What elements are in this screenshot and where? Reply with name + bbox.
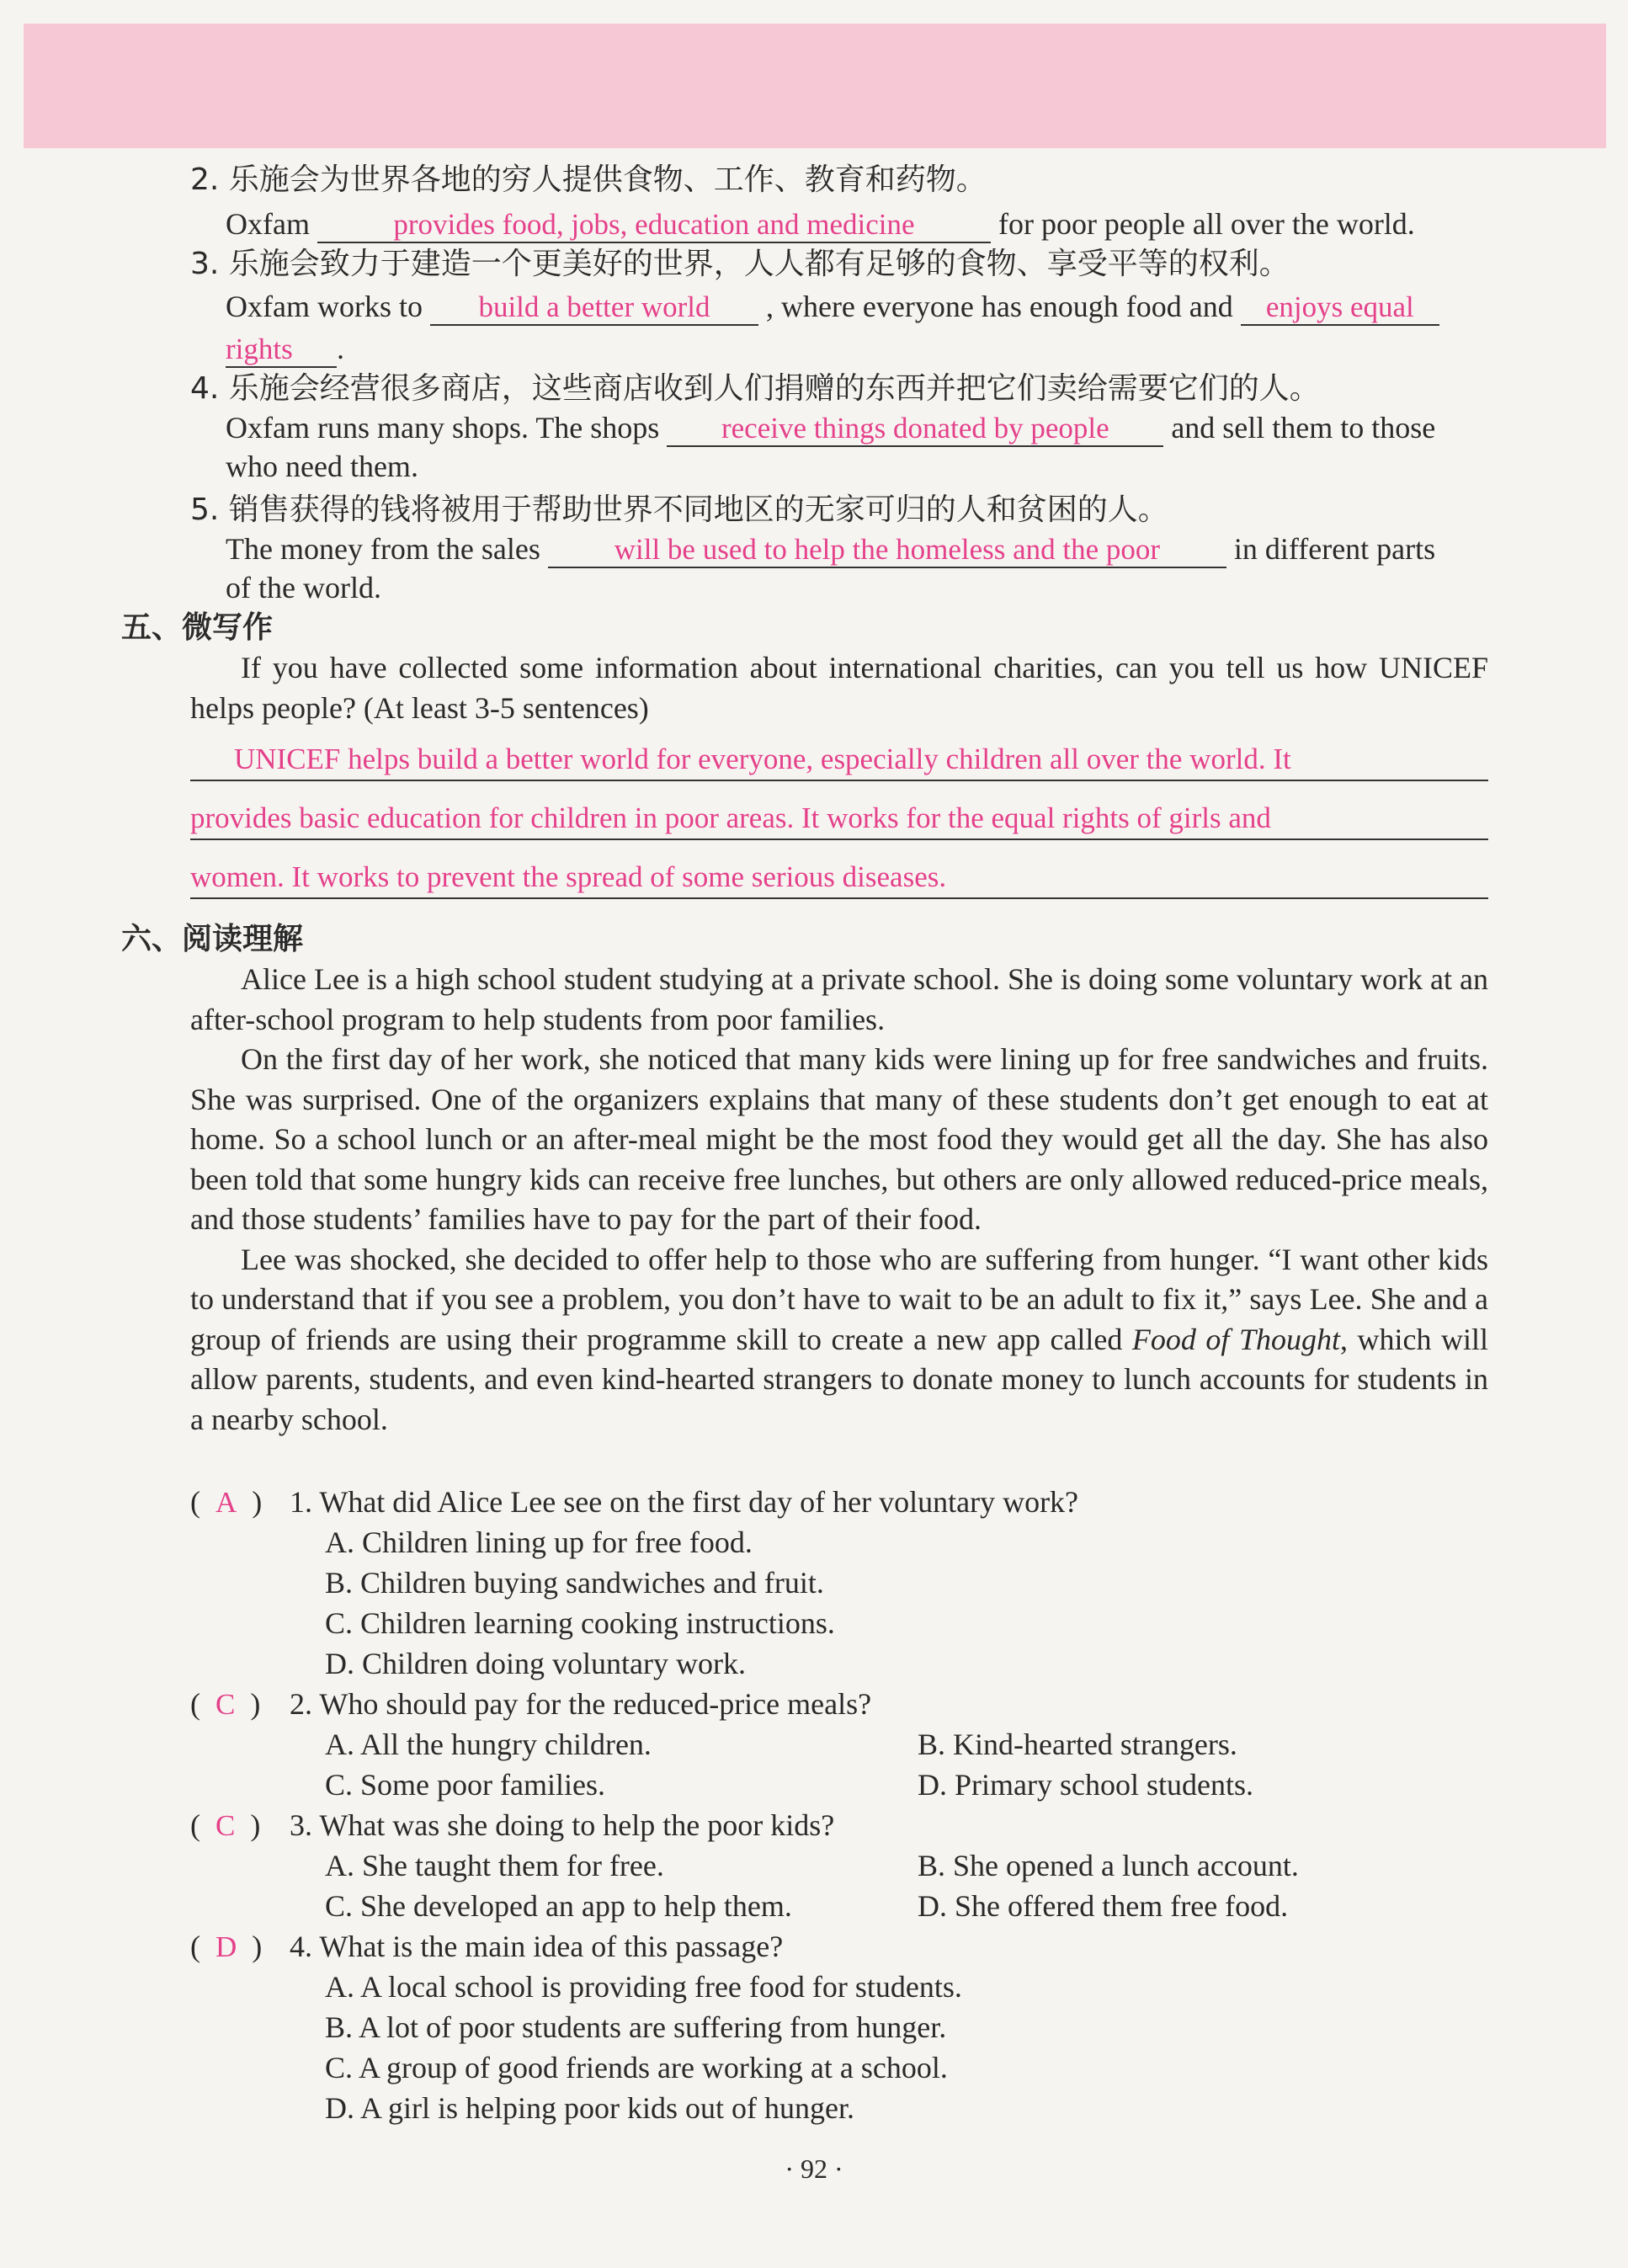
section-5-prompt bbox=[190, 648, 1488, 728]
item-2-answer: provides food, jobs, education and medicine bbox=[317, 208, 991, 243]
item-2-prefix: Oxfam bbox=[226, 207, 317, 241]
writing-answer-2: provides basic education for children in poor areas. It works for the equal rights of girls and bbox=[190, 801, 1271, 834]
item-3-english bbox=[226, 288, 1439, 326]
q1-stem: 1. What did Alice Lee see on the first day of her voluntary work? bbox=[290, 1485, 1079, 1519]
item-5-english-cont: of the world. bbox=[226, 571, 381, 604]
item-3-prefix: Oxfam works to bbox=[226, 290, 430, 323]
q1-option-a: A. Children lining up for free food. bbox=[325, 1525, 753, 1559]
item-3-suffix: . bbox=[337, 332, 344, 365]
item-2-english bbox=[226, 205, 1415, 243]
passage-paragraph-3 bbox=[190, 1240, 1488, 1440]
q2-option-b: B. Kind-hearted strangers. bbox=[918, 1728, 1237, 1761]
writing-rule-3 bbox=[190, 897, 1488, 899]
item-2-suffix: for poor people all over the world. bbox=[998, 207, 1415, 241]
item-3-english-cont bbox=[226, 330, 344, 368]
q2-answer: C bbox=[215, 1688, 236, 1721]
q3-answer-bracket: ( C ) bbox=[190, 1808, 261, 1842]
item-3-middle: , where everyone has enough food and bbox=[765, 290, 1241, 323]
q3-option-d: D. She offered them free food. bbox=[918, 1889, 1289, 1923]
q3-option-a: A. She taught them for free. bbox=[325, 1849, 664, 1882]
q2-option-a: A. All the hungry children. bbox=[325, 1728, 652, 1761]
q1-option-b: B. Children buying sandwiches and fruit. bbox=[325, 1566, 824, 1600]
q4-option-d: D. A girl is helping poor kids out of hunger. bbox=[325, 2091, 854, 2125]
q4-stem: 4. What is the main idea of this passage? bbox=[290, 1930, 784, 1963]
q2-option-d: D. Primary school students. bbox=[918, 1768, 1253, 1802]
q2-option-c: C. Some poor families. bbox=[325, 1768, 605, 1802]
q3-answer: C bbox=[215, 1809, 236, 1842]
q1-option-c: C. Children learning cooking instructions. bbox=[325, 1606, 835, 1640]
q3-stem: 3. What was she doing to help the poor kids? bbox=[290, 1808, 835, 1842]
writing-rule-1 bbox=[190, 780, 1488, 781]
passage-paragraph-3-a: Lee was shocked, she decided to offer help to those who are suffering from hunger. “I want other kids to understand that if you see a problem, you don’t have to wait to be an adult to fix it,” says Lee. She and a group of friends are using their programme skill to create a new app called bbox=[190, 1242, 1488, 1356]
writing-answer-line-2 bbox=[190, 800, 1488, 837]
item-5-english bbox=[226, 530, 1435, 568]
item-5-suffix: in different parts bbox=[1233, 532, 1436, 566]
item-5-prefix: The money from the sales bbox=[226, 532, 548, 566]
q1-answer-bracket: ( A ) bbox=[190, 1485, 263, 1519]
item-4-prefix: Oxfam runs many shops. The shops bbox=[226, 411, 668, 445]
q4-option-a: A. A local school is providing free food for students. bbox=[325, 1970, 962, 2004]
q2-stem: 2. Who should pay for the reduced-price meals? bbox=[290, 1687, 872, 1721]
q1-answer: A bbox=[215, 1486, 237, 1519]
q2-answer-bracket: ( C ) bbox=[190, 1687, 261, 1721]
q3-option-c: C. She developed an app to help them. bbox=[325, 1889, 792, 1923]
passage-paragraph-1: Alice Lee is a high school student studying at a private school. She is doing some voluntary work at an after-school program to help students from poor families. bbox=[190, 962, 1488, 1036]
item-3-answer: build a better world bbox=[430, 290, 758, 326]
q4-answer-bracket: ( D ) bbox=[190, 1930, 263, 1963]
writing-answer-line-1 bbox=[190, 741, 1488, 778]
writing-rule-2 bbox=[190, 839, 1488, 840]
q4-option-c: C. A group of good friends are working at a school. bbox=[325, 2051, 948, 2084]
q3-option-b: B. She opened a lunch account. bbox=[918, 1849, 1299, 1882]
writing-answer-3: women. It works to prevent the spread of some serious diseases. bbox=[190, 860, 947, 893]
q4-option-b: B. A lot of poor students are suffering from hunger. bbox=[325, 2010, 947, 2044]
item-4-english-cont: who need them. bbox=[226, 450, 418, 483]
reading-passage bbox=[190, 960, 1488, 1440]
section-5-heading: 五、微写作 bbox=[121, 610, 274, 645]
q4-answer: D bbox=[215, 1930, 237, 1963]
item-4-chinese: 4. 乐施会经营很多商店，这些商店收到人们捐赠的东西并把它们卖给需要它们的人。 bbox=[190, 371, 1320, 406]
app-name: Food of Thought bbox=[1131, 1322, 1340, 1356]
item-4-answer: receive things donated by people bbox=[667, 412, 1163, 447]
item-2-chinese: 2. 乐施会为世界各地的穷人提供食物、工作、教育和药物。 bbox=[190, 162, 987, 197]
page-number: · 92 · bbox=[785, 2154, 843, 2184]
item-5-chinese: 5. 销售获得的钱将被用于帮助世界不同地区的无家可归的人和贫困的人。 bbox=[190, 492, 1168, 527]
item-3-answer2-cont: rights bbox=[226, 333, 337, 368]
q1-option-d: D. Children doing voluntary work. bbox=[325, 1647, 746, 1680]
item-5-answer: will be used to help the homeless and the poor bbox=[548, 533, 1226, 568]
item-4-suffix: and sell them to those bbox=[1171, 411, 1436, 445]
section-6-heading: 六、阅读理解 bbox=[121, 922, 304, 956]
section-5-prompt-text: If you have collected some information about international charities, can you tell us how UNICEF helps people? (At least 3-5 sentences) bbox=[190, 651, 1488, 725]
item-3-chinese: 3. 乐施会致力于建造一个更美好的世界，人人都有足够的食物、享受平等的权利。 bbox=[190, 247, 1290, 281]
item-3-answer2: enjoys equal bbox=[1241, 290, 1439, 326]
item-4-english bbox=[226, 409, 1435, 447]
writing-answer-1: UNICEF helps build a better world for everyone, especially children all over the world. It bbox=[234, 743, 1291, 775]
writing-answer-line-3 bbox=[190, 859, 1488, 896]
passage-paragraph-2: On the first day of her work, she noticed that many kids were lining up for free sandwiches and fruits. She was surprised. One of the organizers explains that many of these students don’t get enough to eat at home. So a school lunch or an after-meal might be the most food they would get all the day. She has also been told that some hungry kids can receive free lunches, but others are only allowed reduced-price meals, and those students’ families have to pay for the part of their food. bbox=[190, 1042, 1488, 1236]
passage-paragraph-3-b: , which will allow parents, students, and even kind-hearted strangers to donate money to lunch accounts for students in a nearby school. bbox=[190, 1322, 1489, 1436]
